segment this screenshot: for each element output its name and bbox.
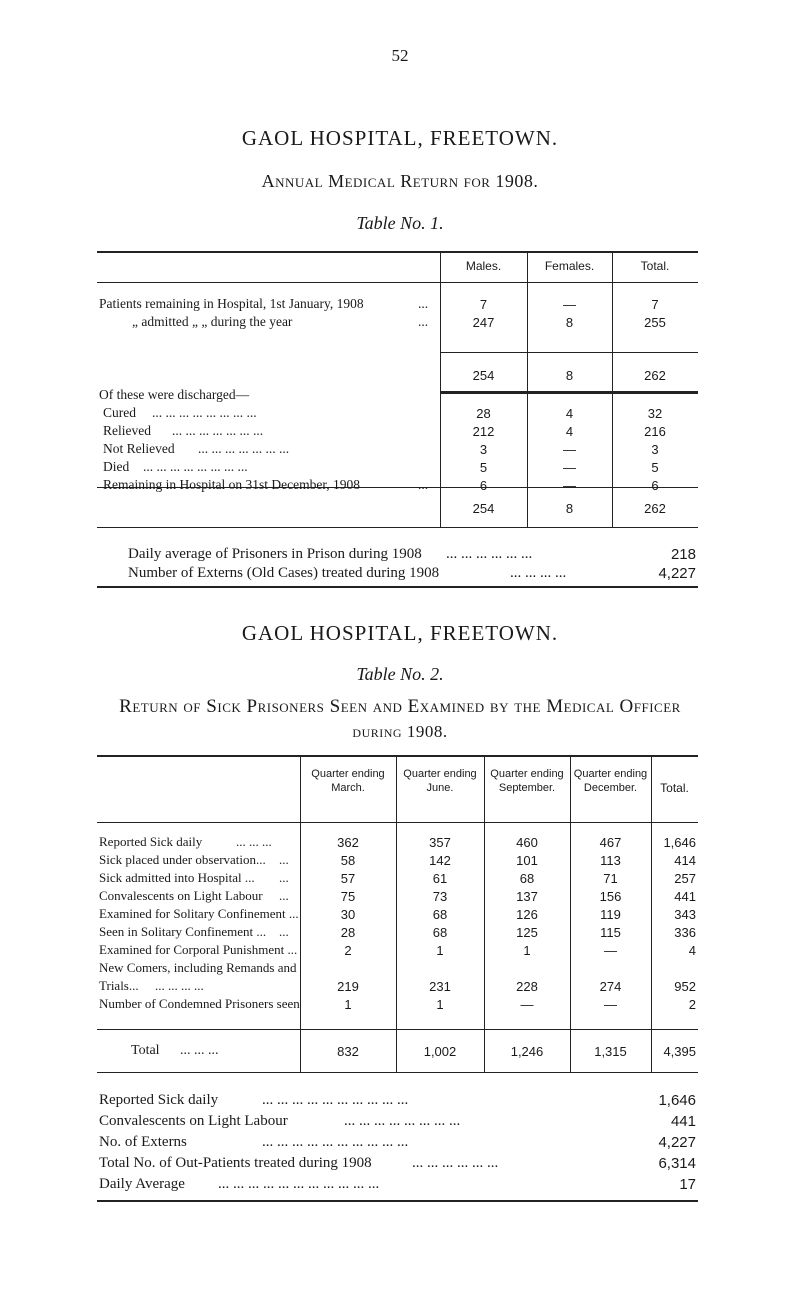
cell-q3: 137	[516, 889, 538, 904]
cell-females: —	[563, 297, 576, 312]
cell-total: 343	[674, 907, 696, 922]
cell-males: 5	[479, 460, 488, 475]
cell-males: 254	[472, 368, 495, 383]
section2-heading: GAOL HOSPITAL, FREETOWN.	[241, 621, 559, 645]
row-label: Seen in Solitary Confinement ...	[99, 924, 267, 939]
section1-heading: GAOL HOSPITAL, FREETOWN.	[241, 126, 559, 150]
cell-total: 336	[674, 925, 696, 940]
col-total: Total.	[640, 259, 670, 273]
cell-q2: 1	[436, 943, 444, 958]
summary-label: Number of Externs (Old Cases) treated during 1908	[128, 565, 440, 581]
cell-q2: 1,002	[423, 1044, 457, 1059]
summary-label: No. of Externs	[99, 1134, 187, 1150]
summary-label: Reported Sick daily	[99, 1092, 219, 1108]
cell-total: 5	[651, 460, 659, 475]
cell-q3: 1,246	[510, 1044, 544, 1059]
col-total: Total.	[660, 781, 689, 795]
cell-males: 212	[472, 424, 495, 439]
summary-dots: ... ... ... ... ... ...	[446, 546, 533, 562]
cell-total: 3	[651, 442, 659, 457]
table1-title: Table No. 1.	[356, 213, 444, 233]
row-dots: ...	[418, 314, 429, 329]
row-label: Remaining in Hospital on 31st December, 1908	[103, 477, 361, 492]
cell-q2: 61	[432, 871, 448, 886]
cell-females: 8	[565, 368, 574, 383]
row-dots: ... ... ...	[236, 834, 272, 849]
cell-females: 8	[565, 315, 574, 330]
col-q3: Quarter ending September.	[490, 768, 564, 794]
cell-q4: 274	[599, 979, 622, 994]
cell-females: —	[563, 442, 576, 457]
cell-q1: 75	[340, 889, 356, 904]
row-label: Sick placed under observation...	[99, 852, 266, 867]
row-label: Patients remaining in Hospital, 1st January, 1908	[99, 296, 364, 311]
row-dots: ...	[418, 477, 429, 492]
row-label-continued: Trials...	[99, 978, 139, 993]
cell-q1: 362	[337, 835, 359, 850]
cell-q1: 2	[344, 943, 352, 958]
cell-q3: 228	[516, 979, 538, 994]
cell-q1: 1	[344, 997, 352, 1012]
page-number: 52	[391, 46, 409, 65]
cell-females: 4	[565, 424, 574, 439]
row-label: Number of Condemned Prisoners seen	[99, 996, 300, 1011]
summary-value: 218	[670, 546, 696, 563]
col-q2: Quarter ending June.	[403, 768, 477, 794]
cell-q1: 219	[337, 979, 359, 994]
cell-q1: 832	[337, 1044, 359, 1059]
section1-subheading: Annual Medical Return for 1908.	[261, 171, 539, 191]
summary-value: 1,646	[658, 1092, 696, 1109]
summary-label: Total No. of Out-Patients treated during 1908	[99, 1155, 372, 1171]
cell-q3: —	[520, 997, 534, 1012]
cell-total: 414	[674, 853, 696, 868]
row-dots: ... ... ... ... ... ... ... ...	[152, 405, 257, 420]
cell-q1: 58	[340, 853, 356, 868]
summary-value: 4,227	[658, 565, 696, 582]
cell-q3: 125	[516, 925, 538, 940]
cell-q3: 101	[516, 853, 538, 868]
cell-females: 8	[565, 501, 574, 516]
table2-title: Table No. 2.	[356, 664, 444, 684]
cell-total: 1,646	[663, 835, 696, 850]
cell-q1: 30	[340, 907, 356, 922]
cell-q3: 126	[516, 907, 538, 922]
cell-total: 216	[644, 424, 666, 439]
cell-q2: 142	[429, 853, 451, 868]
cell-total: 257	[674, 871, 696, 886]
row-label: Relieved	[103, 423, 151, 438]
cell-q2: 68	[432, 907, 448, 922]
section2-subheading: Return of Sick Prisoners Seen and Examined by the Medical Officer	[119, 696, 681, 717]
total-label: Total	[131, 1043, 160, 1058]
row-label: „ admitted „ „ during the year	[132, 314, 293, 329]
row-label: Convalescents on Light Labour	[99, 888, 263, 903]
row-label: Not Relieved	[103, 441, 175, 456]
row-label: Died	[103, 459, 130, 474]
cell-total: 4,395	[663, 1044, 696, 1059]
cell-q4: 113	[600, 853, 621, 868]
cell-q3: 460	[516, 835, 538, 850]
col-males: Males.	[465, 259, 502, 273]
cell-q4: 1,315	[594, 1044, 627, 1059]
summary-dots: ... ... ... ...	[510, 565, 567, 581]
cell-total: 262	[644, 368, 666, 383]
row-dots: ... ... ... ... ... ... ... ...	[143, 459, 248, 474]
cell-total: 6	[651, 478, 659, 493]
cell-females: —	[563, 478, 576, 493]
cell-total: 262	[644, 501, 666, 516]
row-label: New Comers, including Remands and	[99, 960, 297, 975]
cell-total: 4	[688, 943, 696, 958]
col-females: Females.	[544, 259, 595, 273]
summary-dots: ... ... ... ... ... ... ... ... ... ... ...	[218, 1176, 380, 1192]
summary-label: Daily average of Prisoners in Prison during 1908	[128, 546, 422, 562]
cell-males: 28	[476, 406, 491, 421]
cell-q3: 68	[519, 871, 535, 886]
cell-males: 254	[472, 501, 495, 516]
total-dots: ... ... ...	[180, 1043, 219, 1058]
col-q4: Quarter ending December.	[573, 768, 648, 794]
summary-label: Daily Average	[99, 1176, 185, 1192]
cell-q4: —	[604, 997, 617, 1012]
row-label: Cured	[103, 405, 136, 420]
summary-value: 17	[679, 1176, 696, 1193]
cell-q4: 467	[599, 835, 622, 850]
cell-q3: 1	[523, 943, 531, 958]
cell-q4: 71	[603, 871, 618, 886]
cell-males: 7	[479, 297, 488, 312]
cell-males: 3	[479, 442, 488, 457]
cell-total: 255	[644, 315, 666, 330]
row-dots: ...	[279, 924, 289, 939]
summary-dots: ... ... ... ... ... ...	[412, 1155, 499, 1171]
cell-males: 6	[479, 478, 488, 493]
cell-q4: —	[604, 943, 617, 958]
cell-total: 441	[674, 889, 696, 904]
row-dots: ...	[279, 870, 289, 885]
summary-value: 441	[670, 1113, 696, 1130]
row-dots: ... ... ... ... ... ... ...	[172, 423, 264, 438]
cell-females: —	[563, 460, 576, 475]
row-dots: ... ... ... ...	[155, 978, 204, 993]
summary-label: Convalescents on Light Labour	[99, 1113, 288, 1129]
cell-q1: 28	[340, 925, 356, 940]
row-label: Examined for Corporal Punishment ...	[99, 942, 298, 957]
row-label: Reported Sick daily	[99, 834, 203, 849]
row-label: Sick admitted into Hospital ...	[99, 870, 255, 885]
section2-subheading-2: during 1908.	[352, 722, 448, 741]
cell-males: 247	[472, 315, 495, 330]
cell-total: 32	[647, 406, 663, 421]
row-dots: ...	[279, 888, 289, 903]
cell-q2: 1	[436, 997, 444, 1012]
cell-total: 2	[688, 997, 696, 1012]
cell-q2: 357	[429, 835, 451, 850]
cell-q2: 73	[432, 889, 448, 904]
summary-value: 6,314	[658, 1155, 696, 1172]
cell-q4: 156	[599, 889, 622, 904]
cell-q2: 68	[432, 925, 448, 940]
summary-value: 4,227	[658, 1134, 696, 1151]
cell-total: 952	[674, 979, 696, 994]
col-q1: Quarter ending March.	[311, 768, 385, 794]
cell-q2: 231	[429, 979, 451, 994]
summary-dots: ... ... ... ... ... ... ... ... ... ...	[262, 1134, 409, 1150]
summary-dots: ... ... ... ... ... ... ... ...	[344, 1113, 461, 1129]
cell-females: 4	[565, 406, 574, 421]
cell-q4: 115	[600, 925, 621, 940]
row-dots: ...	[418, 296, 429, 311]
cell-q1: 57	[340, 871, 356, 886]
row-dots: ... ... ... ... ... ... ...	[198, 441, 290, 456]
row-label: Examined for Solitary Confinement ...	[99, 906, 299, 921]
row-dots: ...	[279, 852, 289, 867]
cell-q4: 119	[600, 907, 621, 922]
discharged-heading: Of these were discharged—	[99, 387, 250, 402]
summary-dots: ... ... ... ... ... ... ... ... ... ...	[262, 1092, 409, 1108]
cell-total: 7	[651, 297, 659, 312]
